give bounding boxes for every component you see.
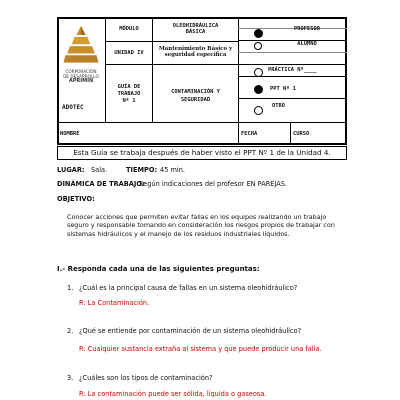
lugar-label: LUGAR: [57,166,85,174]
guia-label: GUÍA DE TRABAJO Nº 1 [117,84,141,104]
alumno-label: ALUMNO [297,41,317,47]
corporation-logo [62,24,100,70]
modulo-value: OLEOHIDRÁULICA BÁSICA [172,23,219,35]
tiempo-value: 45 min. [160,166,186,174]
otro-label: OTRO [272,103,285,109]
notice-box: Esta Guía se trabaja después de haber visto el PPT Nº 1 de la Unidad 4. [57,146,347,160]
question-text: ¿Cuáles son los tipos de contaminación? [79,374,213,382]
practica-radio[interactable] [254,68,263,77]
dinamica-label: DINÁMICA DE TRABAJO: [57,180,145,188]
objetivo-label: OBJETIVO: [57,195,95,203]
alumno-radio[interactable] [254,42,262,50]
practica-label: PRÁCTICA Nº____ [268,67,317,73]
question-text: ¿Qué se entiende por contaminación de un sistema oleohidráulico? [79,327,302,335]
ppt-label: PPT Nº 1 [270,86,296,92]
profesor-label: PROFESOR [294,26,320,32]
lugar-value: Sala. [91,166,108,174]
question-number: 2. [67,327,74,335]
dinamica-value: Según indicaciones del profesor EN PAREJAS. [139,180,288,188]
nombre-label: NOMBRE [60,131,80,137]
tiempo-label: TIEMPO: [126,166,158,174]
question-text: ¿Cuál es la principal causa de fallas en un sistema oleohidráulico? [79,284,298,292]
fecha-label: FECHA [241,131,258,137]
section-title: I.- Responda cada una de las siguientes preguntas: [57,265,260,273]
modulo-label: MÓDULO [119,26,139,32]
answer-text: R: La Contaminación. [79,299,150,307]
answer-text: R: Cualquier sustancia extraña al sistema y que puede producir una falla. [79,345,322,353]
org-name: ADOTEC [62,104,84,111]
otro-radio[interactable] [254,106,263,115]
ppt-radio[interactable] [254,85,263,94]
unidad-label: UNIDAD IV [114,50,144,56]
logo-text: CORPORACIÓN DE DESARROLLO APRIMIN [63,69,99,85]
curso-label: CURSO [293,131,310,137]
question-number: 1. [67,284,74,292]
question-number: 3. [67,374,74,382]
profesor-radio[interactable] [254,29,263,38]
objetivo-text: Conocer acciones que permiten evitar fallas en los equipos realizando un trabajo seguro y responsable tomando en consideración los riesgos propios de trabajar con sistemas hidráulicos y el manejo de los residuos industriales líquidos. [67,213,335,238]
unidad-value: Mantenimiento Básico y seguridad específica [158,46,233,58]
answer-text: R: La contaminación puede ser sólida, líquida o gaseosa. [79,390,267,398]
guia-value: CONTAMINACIÓN Y SEGURIDAD [171,89,220,103]
